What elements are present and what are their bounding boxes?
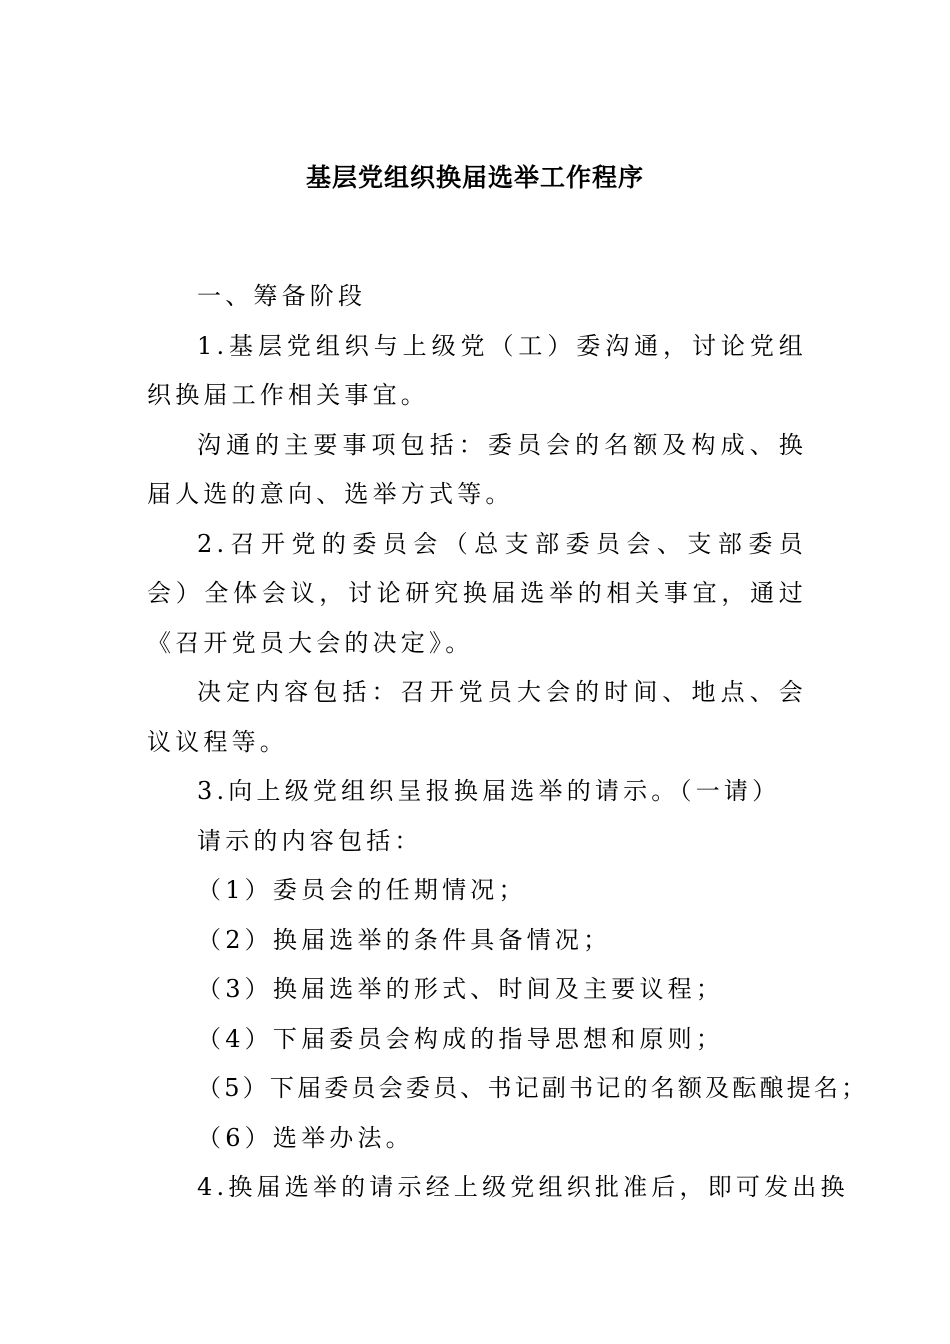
paragraph: 沟通的主要事项包括：委员会的名额及构成、换届人选的意向、选举方式等。	[147, 430, 807, 508]
paragraph: 3.向上级党组织呈报换届选举的请示。（一请）	[197, 777, 781, 805]
list-item: （4）下届委员会构成的指导思想和原则；	[197, 1024, 725, 1053]
list-item: （2）换届选举的条件具备情况；	[197, 925, 612, 954]
document-body	[147, 272, 869, 1213]
paragraph: 1.基层党组织与上级党（工）委沟通，讨论党组织换届工作相关事宜。	[147, 331, 807, 409]
paragraph: 决定内容包括：召开党员大会的时间、地点、会议议程等。	[147, 678, 807, 756]
section-heading: 一、筹备阶段	[197, 282, 367, 310]
paragraph: 2.召开党的委员会（总支部委员会、支部委员会）全体会议，讨论研究换届选举的相关事宜，通过《召开党员大会的决定》。	[147, 529, 807, 657]
list-item: （6）选举办法。	[197, 1123, 414, 1152]
paragraph: 请示的内容包括：	[197, 826, 423, 855]
document-title: 基层党组织换届选举工作程序	[305, 163, 644, 192]
paragraph: 4.换届选举的请示经上级党组织批准后，即可发出换	[197, 1173, 849, 1201]
list-item: （3）换届选举的形式、时间及主要议程；	[197, 975, 725, 1003]
list-item: （1）委员会的任期情况；	[197, 876, 527, 904]
list-item: （5）下届委员会委员、书记副书记的名额及酝酿提名；	[197, 1074, 869, 1102]
